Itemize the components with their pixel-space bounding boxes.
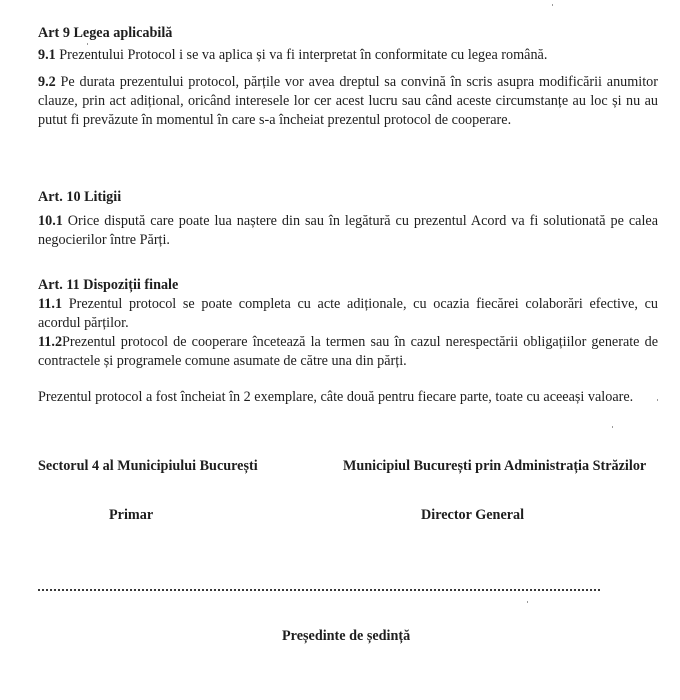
clause-number: 9.1 bbox=[38, 47, 56, 63]
clause-text: Prezentului Protocol i se va aplica și va fi interpretat în conformitate cu legea română. bbox=[55, 47, 548, 63]
art9-paragraph-1 bbox=[38, 46, 658, 65]
closing-statement: Prezentul protocol a fost încheiat în 2 exemplare, câte două pentru fiecare parte, toate cu aceeași valoare. bbox=[38, 389, 634, 405]
scan-speck bbox=[552, 4, 553, 6]
scan-speck bbox=[87, 43, 88, 45]
left-party-role: Primar bbox=[109, 507, 154, 523]
clause-text: Pe durata prezentului protocol, părțile vor avea dreptul sa convină în scris asupra modificării anumitor clauze, prin act adițional, oricând interesele lor cer acest lucru sau când aceste circumstanțe au loc și nu au putut fi prevăzute în momentul în care s-a încheiat prezentul protocol de cooperare. bbox=[38, 74, 658, 128]
clause-text: Prezentul protocol se poate completa cu acte adiționale, cu ocazia fiecărei colaborări efective, cu acordul părților. bbox=[38, 296, 658, 331]
art10-heading: Art. 10 Litigii bbox=[38, 189, 122, 205]
clause-number: 11.2 bbox=[38, 334, 63, 350]
scan-speck bbox=[612, 426, 613, 428]
art10-paragraph-1 bbox=[38, 212, 658, 250]
left-party-name: Sectorul 4 al Municipiului București bbox=[38, 458, 258, 474]
right-party-name: Municipiul București prin Administrația Străzilor bbox=[343, 458, 647, 474]
signature-dotted-line bbox=[38, 589, 600, 591]
bottom-signature-role: Președinte de ședință bbox=[282, 628, 411, 644]
clause-number: 11.1 bbox=[38, 296, 63, 312]
art9-paragraph-2 bbox=[38, 73, 658, 130]
art9-heading: Art 9 Legea aplicabilă bbox=[38, 25, 173, 41]
art11-heading: Art. 11 Dispoziții finale bbox=[38, 277, 179, 293]
right-party-role: Director General bbox=[421, 507, 525, 523]
clause-number: 9.2 bbox=[38, 74, 56, 90]
art11-paragraph-1 bbox=[38, 295, 658, 333]
clause-text: Orice dispută care poate lua naștere din sau în legătură cu prezentul Acord va fi solutionată pe calea negocierilor între Părți. bbox=[38, 213, 658, 248]
art11-paragraph-2 bbox=[38, 333, 658, 371]
clause-text: Prezentul protocol de cooperare încetează la termen sau în cazul nerespectării obligațiilor generate de contractele și programele comune asumate de către una din părți. bbox=[38, 334, 658, 369]
scan-speck bbox=[527, 601, 528, 603]
scan-speck bbox=[657, 399, 658, 401]
clause-number: 10.1 bbox=[38, 213, 63, 229]
